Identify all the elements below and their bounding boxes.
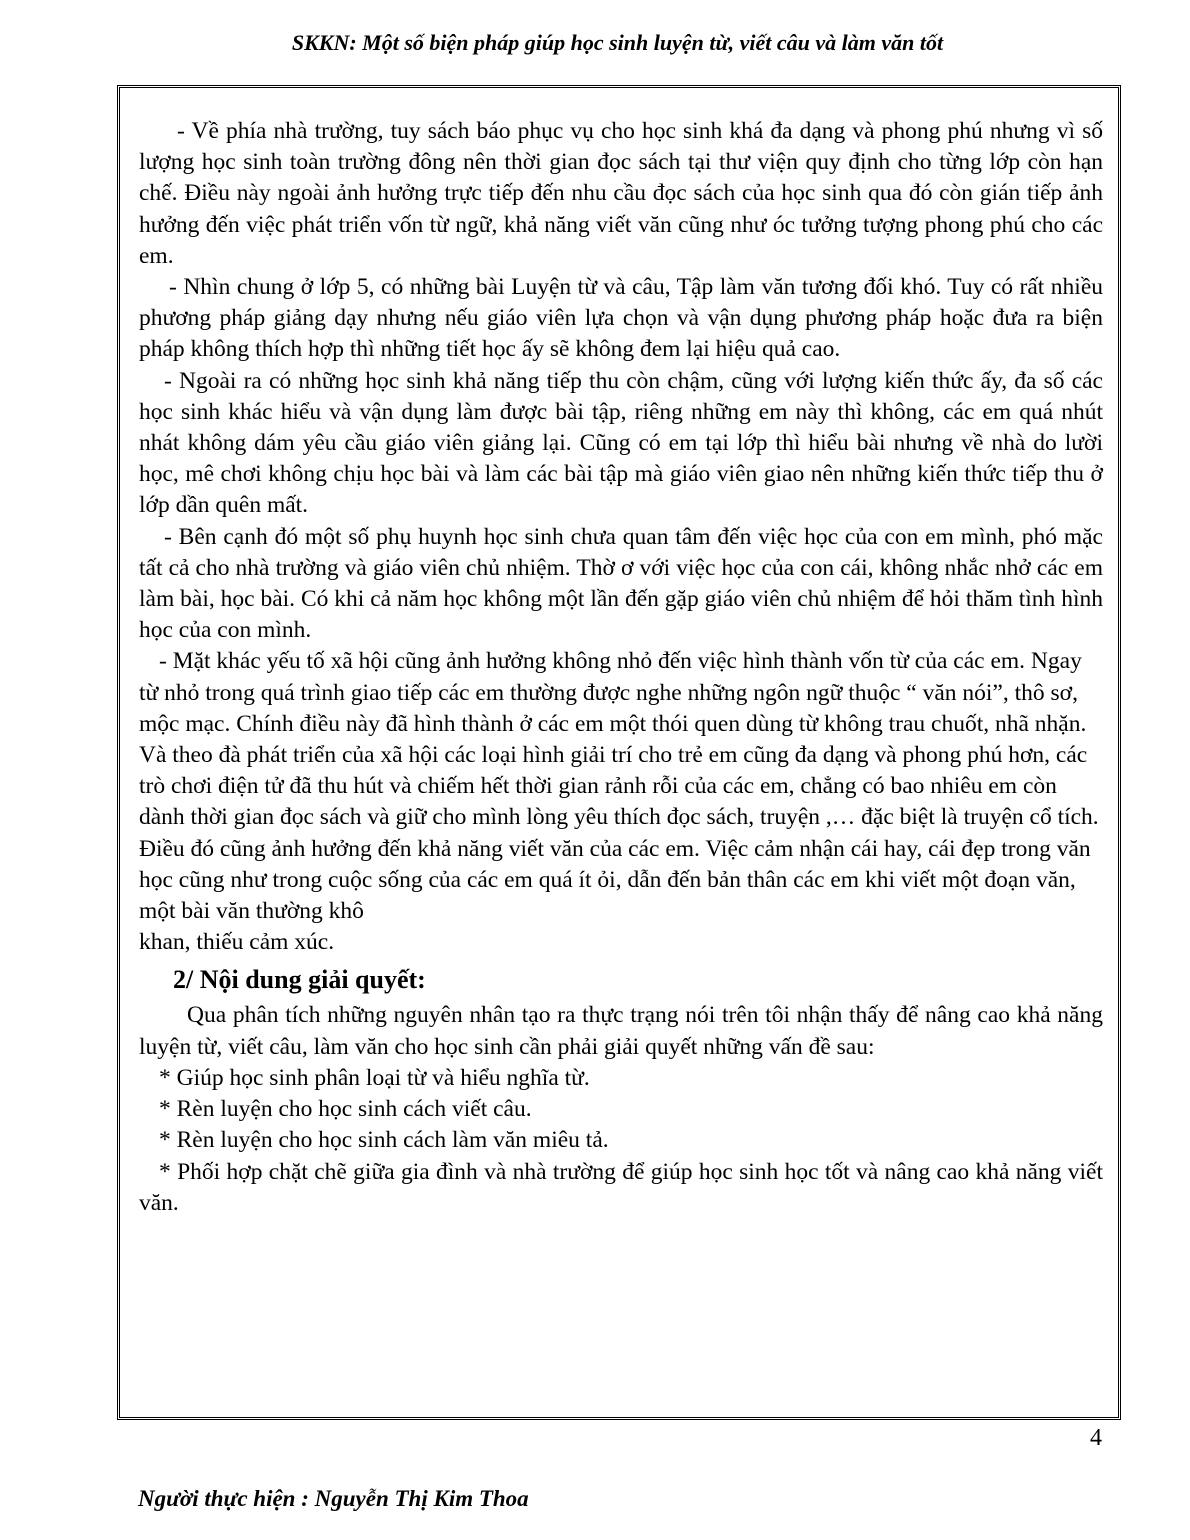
list-item: * Rèn luyện cho học sinh cách làm văn miêu tả. bbox=[159, 1127, 609, 1154]
list-item: * Rèn luyện cho học sinh cách viết câu. bbox=[159, 1096, 532, 1123]
footer-author: Người thực hiện : Nguyễn Thị Kim Thoa bbox=[138, 1486, 529, 1511]
paragraph-slow-learners: - Ngoài ra có những học sinh khả năng tiếp thu còn chậm, cũng với lượng kiến thức ấy, đa số các học sinh khác hiểu và vận dụng làm được bài tập, riêng những em này thì không, các em quá nhút nhát không dám yêu cầu giáo viên giảng lại. Cũng có em tại lớp thì hiểu bài nhưng về nhà do lười học, mê chơi không chịu học bài và làm các bài tập mà giáo viên giao nên những kiến thức tiếp thu ở lớp dần quên mất. bbox=[139, 367, 1103, 519]
list-item: * Giúp học sinh phân loại từ và hiểu nghĩa từ. bbox=[159, 1064, 590, 1091]
page-number: 4 bbox=[1090, 1425, 1102, 1451]
paragraph-school-resources: - Về phía nhà trường, tuy sách báo phục vụ cho học sinh khá đa dạng và phong phú nhưng vì số lượng học sinh toàn trường đông nên thời gian đọc sách tại thư viện quy định cho từng lớp còn hạn chế. Điều này ngoài ảnh hưởng trực tiếp đến nhu cầu đọc sách của học sinh qua đó còn gián tiếp ảnh hưởng đến việc phát triển vốn từ ngữ, khả năng viết văn cũng như óc tưởng tượng phong phú cho các em. bbox=[139, 118, 1103, 269]
paragraph-parents: - Bên cạnh đó một số phụ huynh học sinh chưa quan tâm đến việc học của con em mình, phó mặc tất cả cho nhà trường và giáo viên chủ nhiệm. Thờ ơ với việc học của con cái, không nhắc nhở các em làm bài, học bài. Có khi cả năm học không một lần đến gặp giáo viên chủ nhiệm để hỏi thăm tình hình học của con mình. bbox=[139, 523, 1103, 644]
paragraph-social-factors: - Mặt khác yếu tố xã hội cũng ảnh hưởng không nhỏ đến việc hình thành vốn từ của các em. Ngay từ nhỏ trong quá trình giao tiếp các em thường được nghe những ngôn ngữ thuộc “ văn nói”, thô sơ, mộc mạc. Chính điều này đã hình thành ở các em một thói quen dùng từ không trau chuốt, nhã nhặn. Và theo đà phát triển của xã hội các loại hình giải trí cho trẻ em cũng đa dạng và phong phú hơn, các trò chơi điện tử đã thu hút và chiếm hết thời gian rảnh rỗi của các em, chẳng có bao nhiêu em còn dành thời gian đọc sách và giữ cho mình lòng yêu thích đọc sách, truyện ,… đặc biệt là truyện cổ tích. Điều đó cũng ảnh hưởng đến khả năng viết văn của các em. Việc cảm nhận cái hay, cái đẹp trong văn học cũng như trong cuộc sống của các em quá ít ỏi, dẫn đến bản thân các em khi viết một đoạn văn, một bài văn thường khô bbox=[139, 648, 1099, 925]
section-heading: 2/ Nội dung giải quyết: bbox=[173, 965, 426, 995]
paragraph-intro: Qua phân tích những nguyên nhân tạo ra thực trạng nói trên tôi nhận thấy để nâng cao khả năng luyện từ, viết câu, làm văn cho học sinh cần phải giải quyết những vấn đề sau: bbox=[139, 1002, 1103, 1060]
page-header-title: SKKN: Một số biện pháp giúp học sinh luyện từ, viết câu và làm văn tốt bbox=[291, 30, 944, 55]
document-body bbox=[139, 116, 1103, 1219]
paragraph-grade5-difficulty: - Nhìn chung ở lớp 5, có những bài Luyện từ và câu, Tập làm văn tương đối khó. Tuy có rất nhiều phương pháp giảng dạy nhưng nếu giáo viên lựa chọn và vận dụng phương pháp hoặc đưa ra biện pháp không thích hợp thì những tiết học ấy sẽ không đem lại hiệu quả cao. bbox=[139, 274, 1103, 363]
list-item: * Phối hợp chặt chẽ giữa gia đình và nhà trường để giúp học sinh học tốt và nâng cao khả năng viết văn. bbox=[139, 1158, 1103, 1216]
paragraph-continuation: khan, thiếu cảm xúc. bbox=[139, 929, 335, 956]
